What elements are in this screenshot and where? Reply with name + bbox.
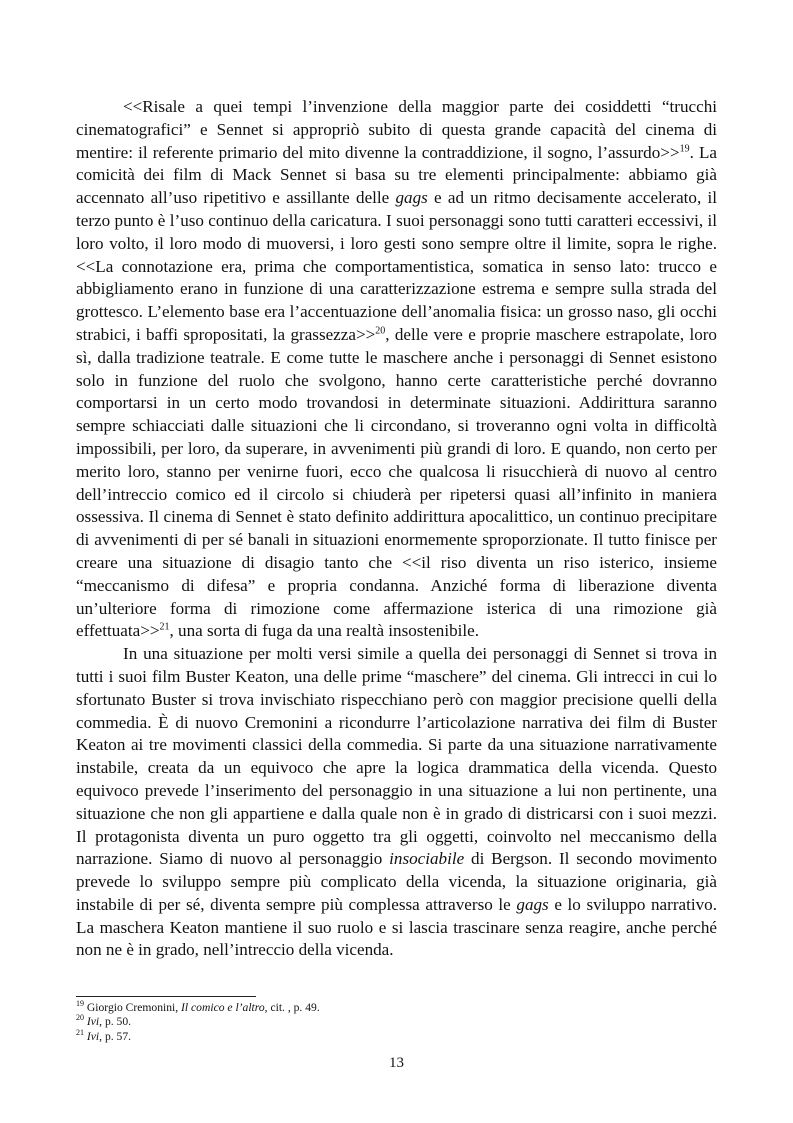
text-run: , p. 50.: [99, 1015, 132, 1029]
footnote-ref-20[interactable]: 20: [375, 325, 386, 337]
text-run: , delle vere e proprie maschere estrapolate, loro sì, dalla tradizione teatrale. E come tutte le maschere anche i personaggi di Sennet esistono solo in funzione del ruolo che svolgono, hanno certe caratteristiche perché dovranno comportarsi in un certo modo trovandosi in determinate situazioni. Addirittura saranno sempre schiacciati dalle situazioni che li circondano, si troveranno ogni volta in difficoltà impossibili, per loro, da superare, in avvenimenti più grandi di loro. E quando, non certo per merito loro, stanno per venirne fuori, ecco che qualcosa li risucchierà di nuovo al centro dell’intreccio comico ed il circolo si chiuderà per ripetersi quasi all’infinito in maniera ossessiva. Il cinema di Sennet è stato definito addirittura apocalittico, un continuo precipitare di avvenimenti di per sé banali in situazioni enormemente sproporzionate. Il tutto finisce per creare una situazione di disagio tanto che <<il riso diventa un riso isterico, insieme “meccanismo di difesa” e propria condanna. Anziché forma di liberazione diventa un’ulteriore forma di rimozione come affermazione isterica di una rimozione già effettuata>>: [76, 324, 717, 641]
footnote-20: [76, 1015, 717, 1029]
text-run: , una sorta di fuga da una realtà insostenibile.: [169, 621, 479, 641]
footnote-separator: [76, 996, 256, 997]
work-title: Il comico e l’altro: [181, 1001, 265, 1014]
footnote-ref-19[interactable]: 19: [679, 142, 690, 154]
text-run: e lo sviluppo narrativo. La maschera Keaton mantiene il suo ruolo e si lascia trascinare senza reagire, anche perché non ne è in grado, nell’intreccio della vicenda.: [76, 894, 717, 960]
paragraph-1: [76, 96, 717, 643]
footnote-21: [76, 1027, 717, 1044]
footnote-number: 20: [76, 1013, 84, 1023]
italic-term: insociabile: [389, 849, 465, 869]
italic-term: gags: [395, 188, 428, 208]
ibid-ref: Ivi: [86, 1029, 100, 1043]
ibid-ref: Ivi: [86, 1015, 100, 1029]
footnote-number: 21: [76, 1027, 84, 1037]
text-run: In una situazione per molti versi simile a quella dei personaggi di Sennet si trova in tutti i suoi film Buster Keaton, una delle prime “maschere” del cinema. Gli intrecci in cui lo sfortunato Buster si trova invischiato rispecchiano però con maggior precisione quelli della commedia. È di nuovo Cremonini a ricondurre l’articolazione narrativa dei film di Buster Keaton ai tre movimenti classici della commedia. Si parte da una situazione narrativamente instabile, creata da un equivoco che apre la logica drammatica della vicenda. Questo equivoco prevede l’inserimento del personaggio in una situazione a lui non pertinente, una situazione che non gli appartiene e dalla quale non è in grado di districarsi con i suoi mezzi. Il protagonista diventa un puro oggetto tra gli oggetti, coinvolto nel meccanismo della narrazione. Siamo di nuovo al personaggio: [76, 644, 717, 869]
text-run: , p. 57.: [99, 1029, 132, 1043]
paragraph-2: [76, 643, 717, 962]
footnote-number: 19: [76, 999, 84, 1009]
text-run: Giorgio Cremonini,: [84, 1001, 182, 1014]
text-run: <<Risale a quei tempi l’invenzione della maggior parte dei cosiddetti “trucchi cinematografici” e Sennet si appropriò subito di questa grande capacità del cinema di mentire: il referente primario del mito divenne la contraddizione, il sogno, l’assurdo>>: [76, 97, 717, 162]
body-text: [76, 96, 717, 962]
text-run: e ad un ritmo decisamente accelerato, il terzo punto è l’uso continuo della caricatura. I suoi personaggi sono tutti caratteri eccessivi, il loro volto, il loro modo di muoversi, i loro gesti sono sempre oltre il limite, sopra le righe. <<La connotazione era, prima che comportamentistica, somatica in senso lato: trucco e abbigliamento erano in funzione di una caratterizzazione estrema e sempre sulla strada del grottesco. L’elemento base era l’accentuazione dell’anomalia fisica: un grosso naso, gli occhi strabici, i baffi spropositati, la grassezza>>: [76, 188, 717, 344]
footnotes: [76, 1001, 717, 1044]
page-number: 13: [389, 1055, 404, 1071]
text-run: , cit. , p. 49.: [264, 1001, 320, 1014]
text-run: . La comicità dei film di Mack Sennet si basa su tre elementi principalmente: abbiamo già accennato all’uso ripetitivo e assillante delle: [76, 142, 717, 208]
text-run: di Bergson. Il secondo movimento prevede lo sviluppo sempre più complicato della vicenda, la situazione originaria, già instabile di per sé, diventa sempre più complessa attraverso le: [76, 849, 718, 914]
footnote-19: [76, 1001, 717, 1015]
footnote-ref-21[interactable]: 21: [159, 621, 170, 633]
italic-term: gags: [516, 894, 549, 914]
